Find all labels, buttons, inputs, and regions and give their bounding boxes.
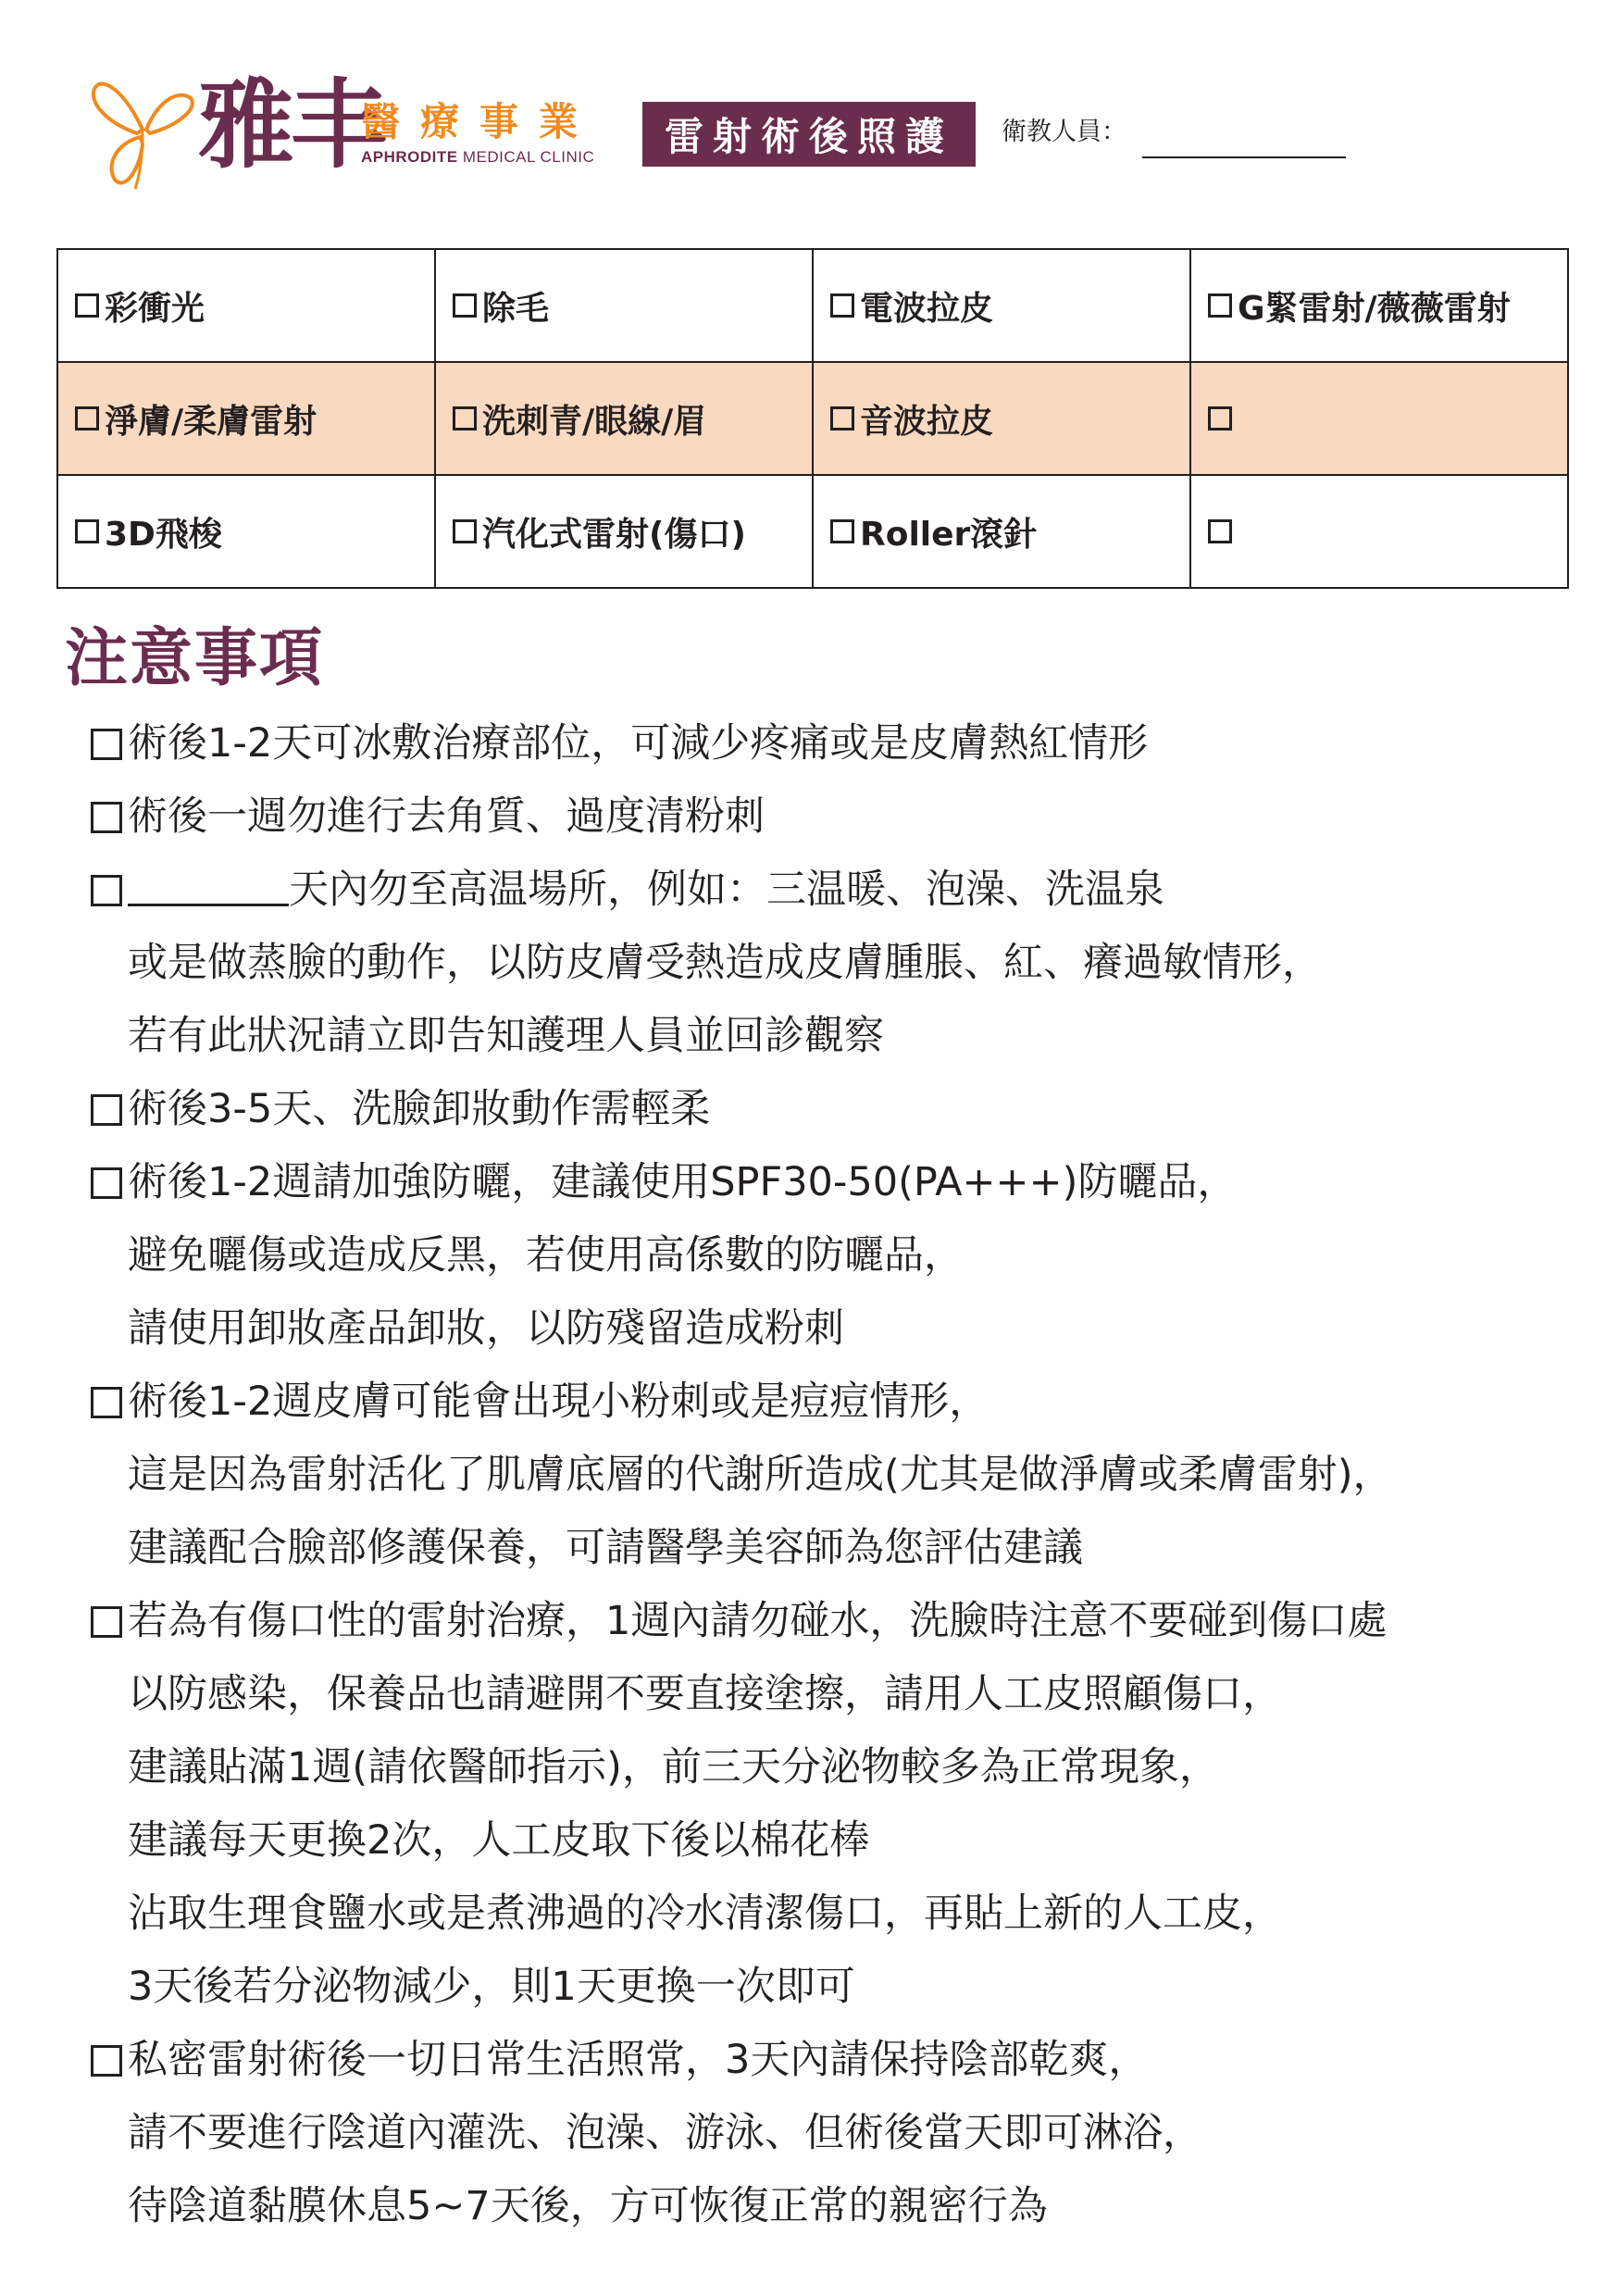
treatment-label: 淨膚/柔膚雷射 — [105, 402, 317, 441]
note-text: 術後一週勿進行去角質、過度清粉刺 — [128, 793, 765, 840]
treatment-cell[interactable] — [436, 250, 814, 363]
checkbox[interactable] — [75, 406, 99, 430]
clinic-name-en-bold: APHRODITE — [361, 148, 458, 166]
checkbox[interactable] — [75, 293, 99, 318]
note-item — [91, 1595, 1387, 1647]
treatment-label: 除毛 — [482, 289, 550, 328]
treatment-label: G緊雷射/薇薇雷射 — [1238, 289, 1511, 328]
treatment-label: 音波拉皮 — [860, 402, 994, 441]
note-item — [91, 1083, 710, 1135]
note-item — [91, 2034, 1148, 2086]
clinic-name-en-rest: MEDICAL CLINIC — [457, 148, 595, 166]
treatment-cell[interactable] — [1191, 363, 1567, 476]
treatment-cell[interactable] — [58, 250, 436, 363]
checkbox[interactable] — [1208, 519, 1232, 543]
checkbox[interactable] — [91, 875, 122, 906]
notes-heading: 注意事項 — [65, 622, 325, 695]
checkbox[interactable] — [75, 519, 99, 543]
note-item — [91, 1376, 989, 1428]
note-text: 術後1-2週請加強防曬，建議使用SPF30-50(PA+++)防曬品， — [128, 1159, 1238, 1205]
treatment-cell[interactable] — [1191, 250, 1567, 363]
staff-label: 衛教人員： — [1002, 118, 1126, 146]
note-continuation: 以防感染，保養品也請避開不要直接塗擦，請用人工皮照顧傷口， — [128, 1671, 1282, 1717]
treatment-table — [56, 248, 1569, 589]
checkbox[interactable] — [830, 406, 854, 430]
treatment-label: 電波拉皮 — [860, 289, 994, 328]
note-continuation: 建議配合臉部修護保養，可請醫學美容師為您評估建議 — [128, 1525, 1083, 1571]
note-item — [91, 864, 1164, 916]
staff-signature-line[interactable] — [1142, 156, 1346, 158]
note-continuation: 若有此狀況請立即告知護理人員並回診觀察 — [128, 1013, 884, 1059]
checkbox[interactable] — [91, 1167, 122, 1199]
treatment-label: 洗刺青/眼線/眉 — [482, 402, 707, 441]
checkbox[interactable] — [453, 406, 477, 430]
note-item — [91, 718, 1148, 769]
butterfly-logo-icon — [89, 65, 198, 194]
treatment-cell[interactable] — [814, 363, 1191, 476]
days-blank-field[interactable] — [128, 904, 289, 906]
brand-name: 雅丰 — [198, 68, 384, 181]
treatment-cell[interactable] — [436, 476, 814, 587]
treatment-cell[interactable] — [58, 476, 436, 587]
checkbox[interactable] — [1208, 293, 1232, 318]
checkbox[interactable] — [830, 519, 854, 543]
checkbox[interactable] — [830, 293, 854, 318]
clinic-name-cn: 醫療事業 — [361, 99, 599, 144]
treatment-cell[interactable] — [814, 476, 1191, 587]
note-continuation: 這是因為雷射活化了肌膚底層的代謝所造成(尤其是做淨膚或柔膚雷射)， — [128, 1452, 1393, 1498]
note-continuation: 建議每天更換2次，人工皮取下後以棉花棒 — [128, 1817, 870, 1864]
checkbox[interactable] — [453, 293, 477, 318]
note-continuation: 沾取生理食鹽水或是煮沸過的冷水清潔傷口，再貼上新的人工皮， — [128, 1890, 1282, 1937]
note-continuation: 避免曬傷或造成反黑，若使用高係數的防曬品， — [128, 1232, 964, 1279]
document-title: 雷射術後照護 — [642, 102, 976, 167]
checkbox[interactable] — [91, 802, 122, 833]
treatment-label: Roller滾針 — [860, 515, 1038, 554]
clinic-name-en — [361, 148, 594, 167]
note-text: 私密雷射術後一切日常生活照常，3天內請保持陰部乾爽， — [128, 2037, 1149, 2083]
checkbox[interactable] — [91, 1387, 122, 1418]
treatment-cell[interactable] — [814, 250, 1191, 363]
treatment-cell[interactable] — [58, 363, 436, 476]
checkbox[interactable] — [91, 1094, 122, 1126]
note-item — [91, 1156, 1237, 1208]
checkbox[interactable] — [91, 729, 122, 760]
note-text: 術後3-5天、洗臉卸妝動作需輕柔 — [128, 1086, 711, 1132]
note-continuation: 或是做蒸臉的動作，以防皮膚受熱造成皮膚腫脹、紅、癢過敏情形， — [128, 940, 1322, 986]
treatment-cell[interactable] — [436, 363, 814, 476]
note-continuation: 建議貼滿1週(請依醫師指示)，前三天分泌物較多為正常現象， — [128, 1744, 1219, 1791]
checkbox[interactable] — [91, 2045, 122, 2077]
checkbox[interactable] — [91, 1606, 122, 1638]
treatment-cell[interactable] — [1191, 476, 1567, 587]
note-text: 天內勿至高温場所，例如：三温暖、泡澡、洗温泉 — [289, 867, 1164, 913]
note-continuation: 請使用卸妝產品卸妝，以防殘留造成粉刺 — [128, 1305, 844, 1352]
note-item — [91, 791, 765, 842]
note-text: 若為有傷口性的雷射治療，1週內請勿碰水，洗臉時注意不要碰到傷口處 — [128, 1598, 1388, 1644]
note-continuation: 3天後若分泌物減少，則1天更換一次即可 — [128, 1964, 855, 2010]
note-text: 術後1-2週皮膚可能會出現小粉刺或是痘痘情形， — [128, 1379, 989, 1425]
note-text: 術後1-2天可冰敷治療部位，可減少疼痛或是皮膚熱紅情形 — [128, 720, 1149, 767]
treatment-label: 彩衝光 — [105, 289, 205, 328]
note-continuation: 待陰道黏膜休息5~7天後，方可恢復正常的親密行為 — [128, 2183, 1048, 2229]
treatment-label: 3D飛梭 — [105, 515, 222, 554]
checkbox[interactable] — [1208, 406, 1232, 430]
treatment-label: 汽化式雷射(傷口) — [482, 515, 746, 554]
checkbox[interactable] — [453, 519, 477, 543]
note-continuation: 請不要進行陰道內灌洗、泡澡、游泳、但術後當天即可淋浴， — [128, 2110, 1202, 2156]
